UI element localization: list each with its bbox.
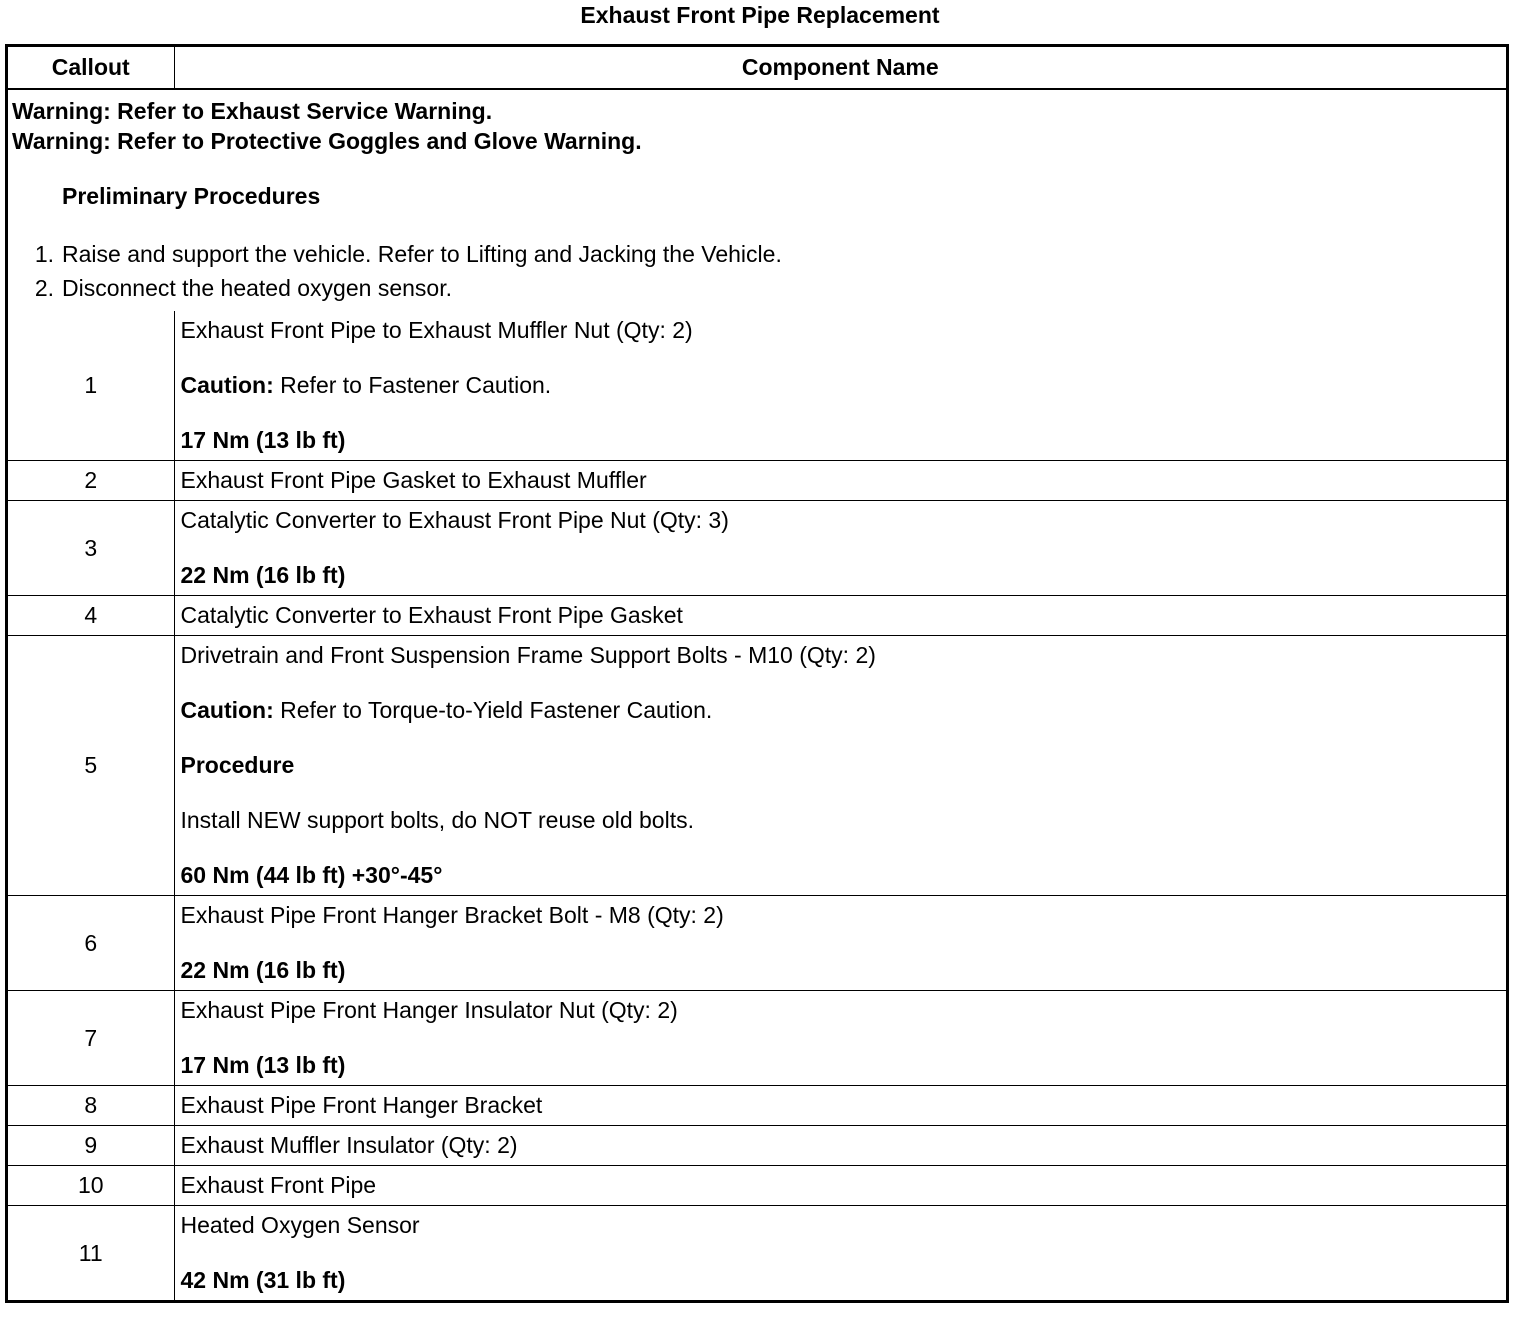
component-name: Exhaust Front Pipe Gasket to Exhaust Muffler [180, 467, 647, 493]
callout-number: 6 [8, 896, 174, 991]
spacer [181, 397, 1501, 428]
caution-label: Caution: [180, 372, 274, 398]
callout-number: 4 [8, 596, 174, 636]
callout-number: 11 [8, 1206, 174, 1301]
component-cell [174, 1126, 1506, 1166]
callout-number: 7 [8, 991, 174, 1086]
warnings-row [8, 89, 1506, 311]
caution-text: Refer to Torque-to-Yield Fastener Caution. [273, 697, 713, 723]
step-number: 1. [34, 241, 54, 267]
component-column-header: Component Name [174, 47, 1506, 89]
table-row [8, 461, 1506, 501]
warning-goggles-glove: Warning: Refer to Protective Goggles and Glove Warning. [12, 128, 642, 154]
torque-spec: 17 Nm (13 lb ft) [180, 427, 346, 453]
step-text: Raise and support the vehicle. Refer to Lifting and Jacking the Vehicle. [62, 241, 782, 267]
spacer [181, 1022, 1501, 1053]
preliminary-step [12, 237, 1500, 271]
component-name: Drivetrain and Front Suspension Frame Support Bolts - M10 (Qty: 2) [180, 642, 876, 668]
table-row [8, 596, 1506, 636]
torque-spec: 22 Nm (16 lb ft) [180, 957, 346, 983]
component-cell [174, 896, 1506, 991]
table-row [8, 1086, 1506, 1126]
callout-number: 2 [8, 461, 174, 501]
component-cell [174, 991, 1506, 1086]
spacer [181, 342, 1501, 373]
table-row [8, 896, 1506, 991]
caution-note [181, 373, 1501, 397]
component-rows [8, 311, 1506, 1300]
component-name: Exhaust Pipe Front Hanger Bracket [180, 1092, 543, 1118]
spacer [181, 532, 1501, 563]
table-row [8, 501, 1506, 596]
component-cell [174, 596, 1506, 636]
preliminary-step [12, 271, 1500, 305]
table-row [8, 311, 1506, 461]
table-row [8, 991, 1506, 1086]
warnings-cell [8, 89, 1506, 311]
table-row [8, 636, 1506, 896]
callout-column-header: Callout [8, 47, 174, 89]
component-cell [174, 501, 1506, 596]
component-cell [174, 461, 1506, 501]
component-cell [174, 1206, 1506, 1301]
component-name: Exhaust Muffler Insulator (Qty: 2) [180, 1132, 518, 1158]
component-table-frame [5, 44, 1509, 1303]
warning-exhaust-service: Warning: Refer to Exhaust Service Warning. [12, 98, 493, 124]
component-table [8, 47, 1506, 1300]
spacer [181, 667, 1501, 698]
table-row [8, 1126, 1506, 1166]
component-name: Exhaust Pipe Front Hanger Insulator Nut (Qty: 2) [180, 997, 678, 1023]
spacer [181, 832, 1501, 863]
spacer [181, 1237, 1501, 1268]
torque-spec: 22 Nm (16 lb ft) [180, 562, 346, 588]
caution-label: Caution: [180, 697, 274, 723]
component-cell [174, 1166, 1506, 1206]
torque-spec: 42 Nm (31 lb ft) [180, 1267, 346, 1293]
spacer [181, 927, 1501, 958]
table-row [8, 1166, 1506, 1206]
component-name: Heated Oxygen Sensor [180, 1212, 420, 1238]
component-name: Catalytic Converter to Exhaust Front Pipe Nut (Qty: 3) [180, 507, 729, 533]
component-cell [174, 311, 1506, 461]
table-row [8, 1206, 1506, 1301]
callout-number: 3 [8, 501, 174, 596]
callout-number: 10 [8, 1166, 174, 1206]
page-title: Exhaust Front Pipe Replacement [580, 2, 940, 28]
callout-number: 8 [8, 1086, 174, 1126]
spacer [181, 777, 1501, 808]
component-cell [174, 1086, 1506, 1126]
caution-note [181, 698, 1501, 722]
procedure-label: Procedure [180, 752, 295, 778]
step-number: 2. [34, 275, 54, 301]
table-header-row [8, 47, 1506, 89]
preliminary-procedures-title: Preliminary Procedures [62, 183, 321, 209]
callout-number: 9 [8, 1126, 174, 1166]
component-name: Exhaust Front Pipe [180, 1172, 377, 1198]
procedure-text: Install NEW support bolts, do NOT reuse old bolts. [180, 807, 694, 833]
component-name: Catalytic Converter to Exhaust Front Pipe Gasket [180, 602, 683, 628]
torque-spec: 17 Nm (13 lb ft) [180, 1052, 346, 1078]
component-cell [174, 636, 1506, 896]
step-text: Disconnect the heated oxygen sensor. [62, 275, 452, 301]
callout-number: 5 [8, 636, 174, 896]
caution-text: Refer to Fastener Caution. [273, 372, 552, 398]
torque-spec: 60 Nm (44 lb ft) +30°-45° [180, 862, 443, 888]
component-name: Exhaust Pipe Front Hanger Bracket Bolt - M8 (Qty: 2) [180, 902, 724, 928]
component-name: Exhaust Front Pipe to Exhaust Muffler Nut (Qty: 2) [180, 317, 693, 343]
spacer [181, 722, 1501, 753]
callout-number: 1 [8, 311, 174, 461]
